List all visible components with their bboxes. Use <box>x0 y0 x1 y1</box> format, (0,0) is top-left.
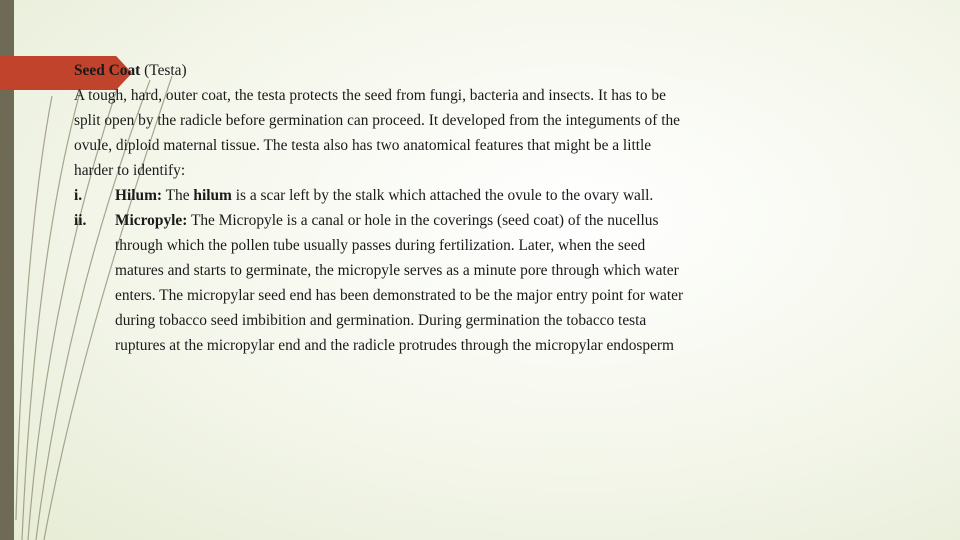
title-bold-text: Seed Coat <box>74 62 141 79</box>
paragraph-line: split open by the radicle before germination can proceed. It developed from the integuments of the <box>74 112 681 129</box>
item-text: The <box>162 187 194 204</box>
slide-content <box>74 58 804 358</box>
emphasis-text: hilum <box>193 187 232 204</box>
list-item-body <box>115 208 804 358</box>
item-text: The Micropyle is a canal or hole in the coverings (seed coat) of the nucellus <box>187 212 659 229</box>
paragraph-line: A tough, hard, outer coat, the testa protects the seed from fungi, bacteria and insects. It has to be <box>74 87 666 104</box>
term-label: Micropyle: <box>115 212 188 229</box>
item-text-line: during tobacco seed imbibition and germination. During germination the tobacco testa <box>115 312 647 329</box>
list-item-micropyle <box>74 208 804 358</box>
list-item-hilum <box>74 183 804 208</box>
item-text-line: through which the pollen tube usually passes during fertilization. Later, when the seed <box>115 237 646 254</box>
item-text: is a scar left by the stalk which attached the ovule to the ovary wall. <box>231 187 654 204</box>
list-item-body <box>115 183 804 208</box>
paragraph-line: ovule, diploid maternal tissue. The testa also has two anatomical features that might be a little <box>74 137 652 154</box>
paragraph-line: harder to identify: <box>74 162 186 179</box>
item-text-line: matures and starts to germinate, the micropyle serves as a minute pore through which water <box>115 262 679 279</box>
list-numeral: ii. <box>74 212 87 229</box>
slide-title <box>74 58 804 83</box>
title-paren-text: (Testa) <box>140 62 187 79</box>
item-text-line: ruptures at the micropylar end and the radicle protrudes through the micropylar endosperm <box>115 337 675 354</box>
item-text-line: enters. The micropylar seed end has been demonstrated to be the major entry point for water <box>115 287 684 304</box>
list-numeral: i. <box>74 187 83 204</box>
term-label: Hilum: <box>115 187 163 204</box>
